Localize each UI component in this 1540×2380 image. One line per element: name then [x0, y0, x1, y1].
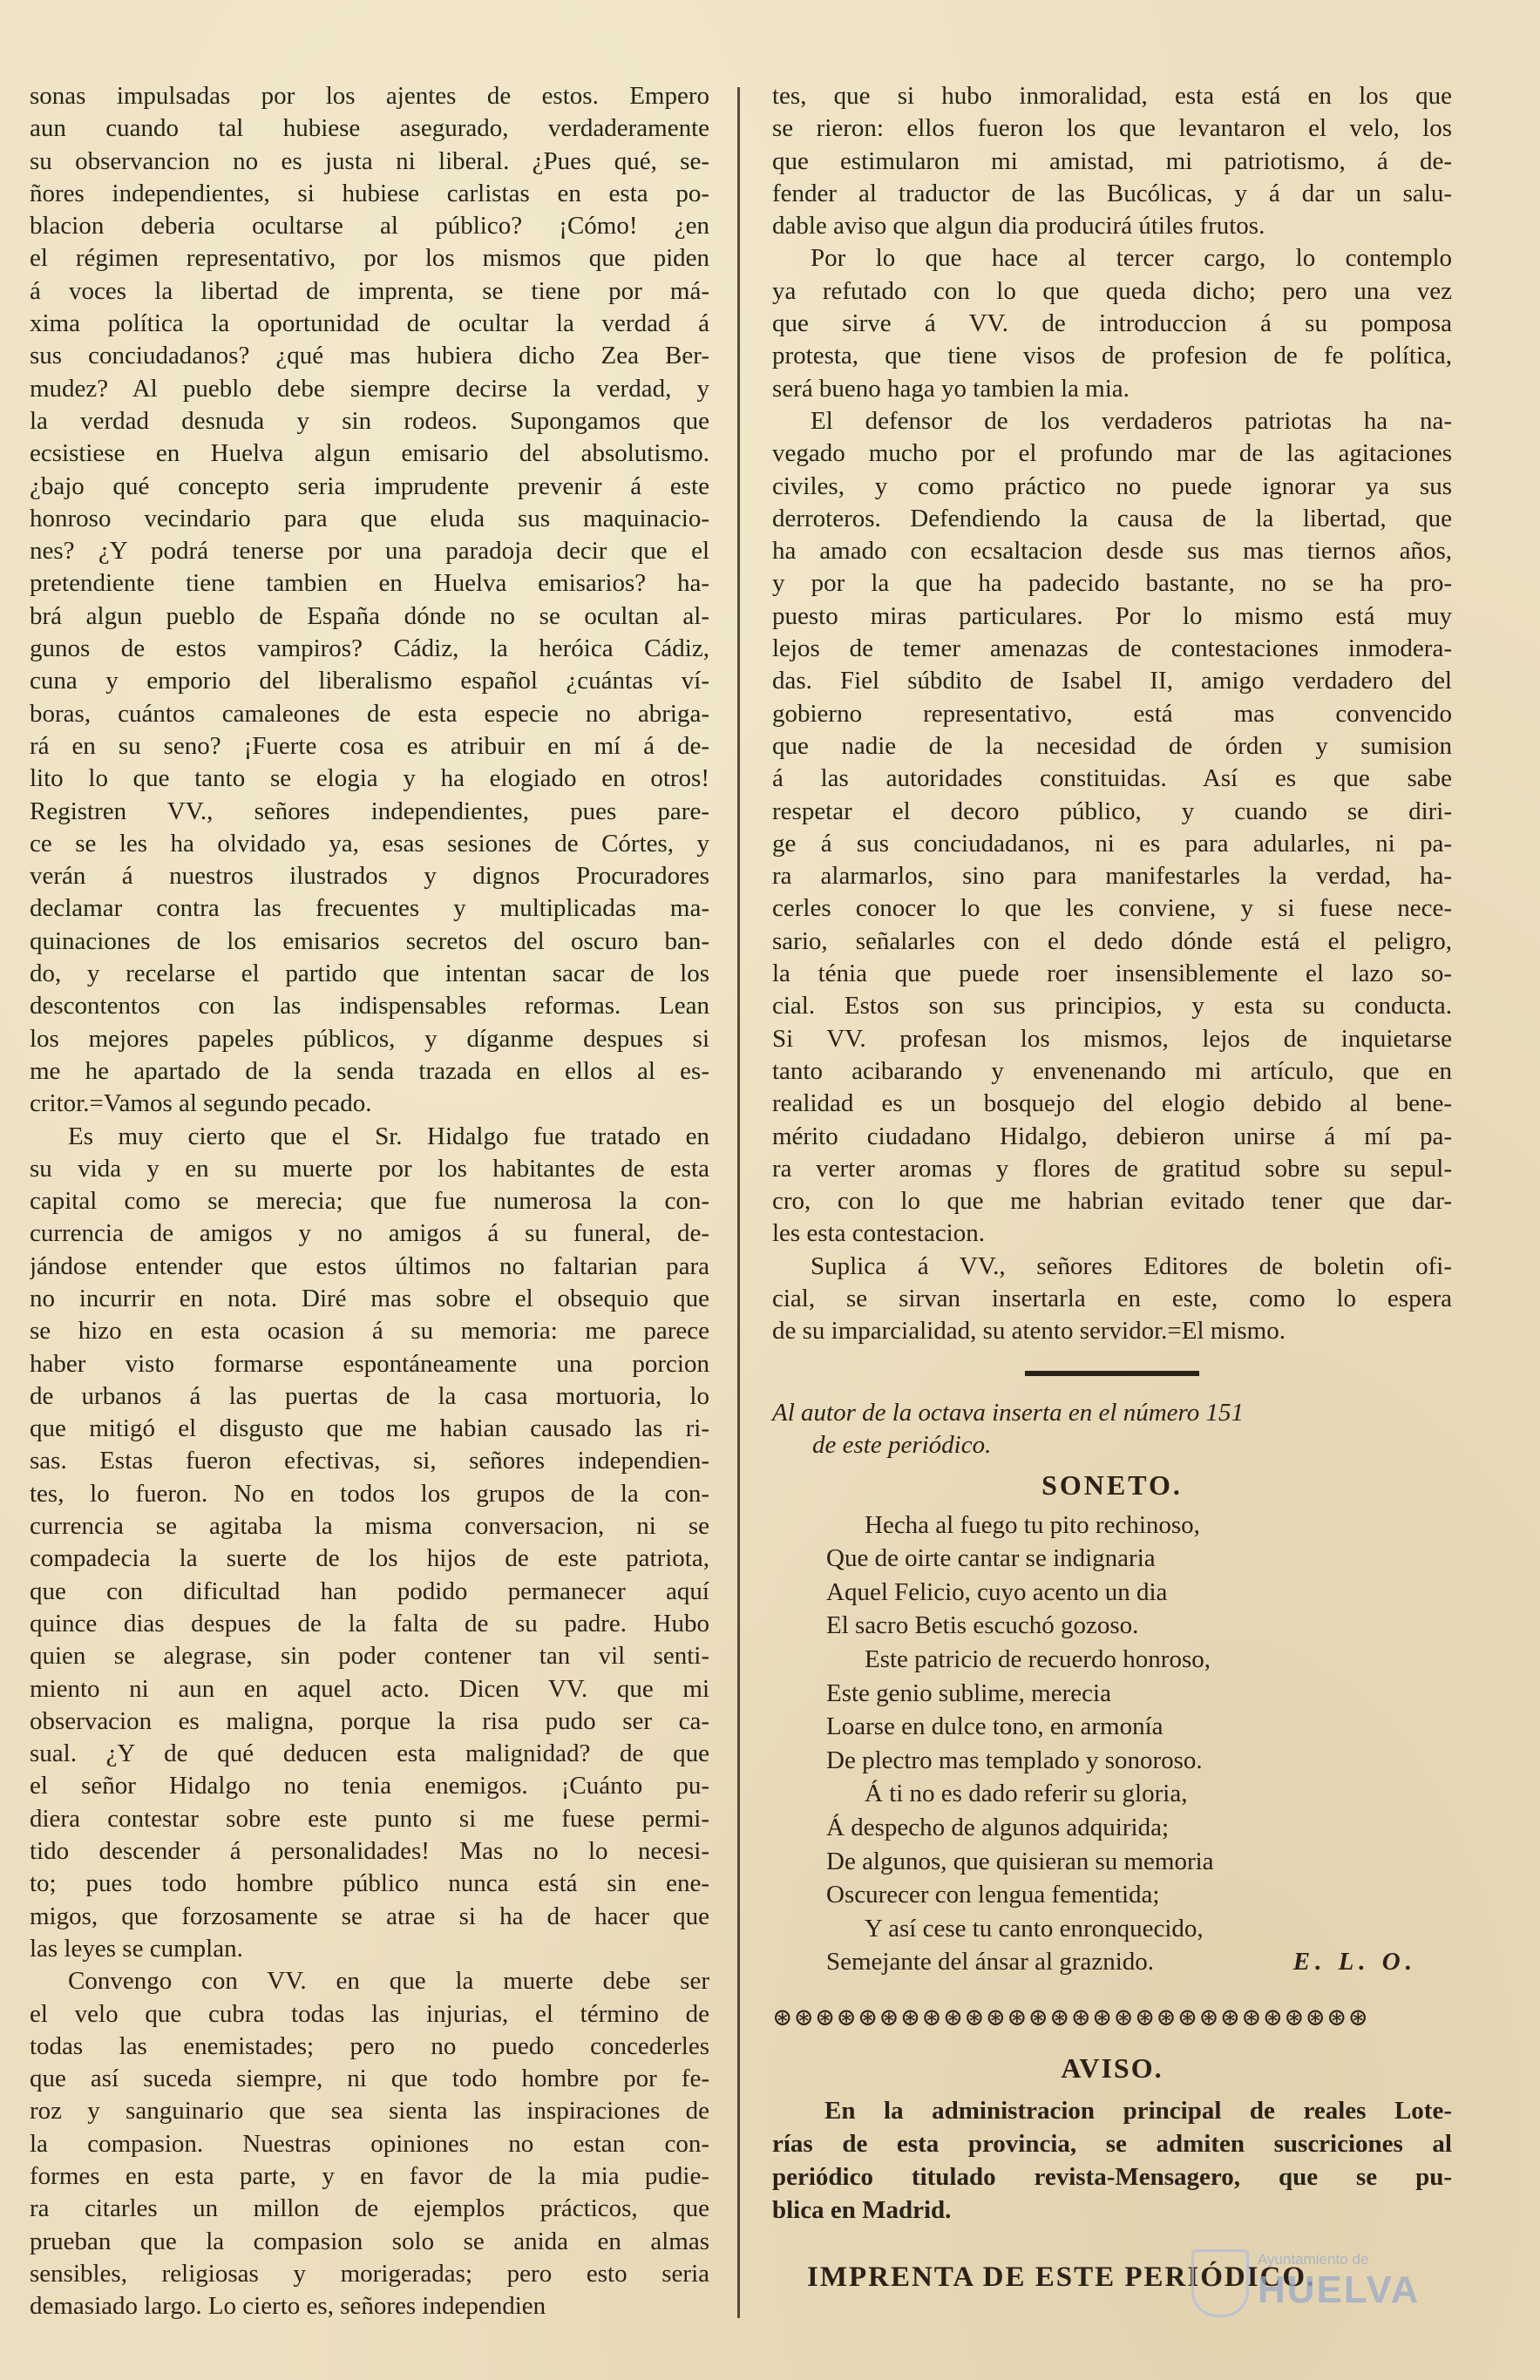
left-line: rá en su seno? ¡Fuerte cosa es atribuir en mí á de- [30, 731, 709, 760]
sonnet-verse [772, 1643, 1452, 1677]
sonnet-verse [772, 1509, 1452, 1543]
left-line: sensibles, religiosas y morigeradas; pero esto seria [30, 2259, 709, 2288]
right-line: mérito ciudadano Hidalgo, debieron unirse á mí pa- [772, 1122, 1452, 1150]
right-line: ge á sus conciudadanos, ni es para adularles, ni pa- [772, 829, 1452, 858]
left-line: observacion es maligna, porque la risa pudo ser ca- [30, 1706, 709, 1735]
watermark-main: HUELVA [1258, 2268, 1421, 2311]
right-line: civiles, y como práctico no puede ignorar ya sus [772, 471, 1452, 500]
left-line: lito lo que tanto se elogia y ha elogiado en otros! [30, 764, 709, 793]
left-line: xima política la oportunidad de ocultar la verdad á [30, 309, 709, 338]
left-line: miento ni aun en aquel acto. Dicen VV. que mi [30, 1674, 709, 1703]
verse-text: Que de oirte cantar se indignaria [826, 1544, 1156, 1573]
verse-text: Aquel Felicio, cuyo acento un dia [826, 1577, 1168, 1606]
sonnet-verse [772, 1945, 1452, 1979]
left-line: se hizo en esta ocasion á su memoria: me parece [30, 1317, 709, 1346]
right-line: vegado mucho por el profundo mar de las agitaciones [772, 439, 1452, 468]
left-line: diera contestar sobre este punto si me fuese permi- [30, 1804, 709, 1833]
right-line: cerles conocer lo que les conviene, y si fuese nece- [772, 894, 1452, 923]
left-line: pretendiente tiene tambien en Huelva emisarios? ha- [30, 569, 709, 598]
left-line: Convengo con VV. en que la muerte debe ser [68, 1967, 709, 1996]
right-line: cial, se sirvan insertarla en este, como lo espera [772, 1284, 1452, 1312]
left-line: el señor Hidalgo no tenia enemigos. ¡Cuánto pu- [30, 1772, 709, 1800]
left-line: roz y sanguinario que sea sienta las inspiraciones de [30, 2097, 709, 2126]
sonnet-signature: E. L. O. [1292, 1948, 1417, 1977]
left-line: sonas impulsadas por los ajentes de estos. Empero [30, 82, 709, 110]
left-line: ¿bajo qué concepto seria imprudente prevenir á este [30, 471, 709, 500]
right-line: dable aviso que algun dia producirá útiles frutos. [772, 212, 1265, 241]
sonnet-verse [772, 1845, 1452, 1879]
left-line: su vida y en su muerte por los habitantes de esta [30, 1154, 709, 1183]
right-column-text [772, 80, 1452, 1348]
right-line: ra verter aromas y flores de gratitud sobre su sepul- [772, 1154, 1452, 1183]
right-line: cro, con lo que me habrian evitado tener que dar- [772, 1187, 1452, 1216]
left-line: blacion deberia ocultarse al público? ¡Cómo! ¿en [30, 212, 709, 241]
right-line: que nadie de la necesidad de órden y sumision [772, 731, 1452, 760]
right-line: realidad es un bosquejo del elogio debido al bene- [772, 1089, 1452, 1118]
left-line: que así suceda siempre, ni que todo hombre por fe- [30, 2065, 709, 2093]
left-line: to; pues todo hombre público nunca está sin ene- [30, 1869, 709, 1898]
left-line: que mitigó el disgusto que me habian causado las ri- [30, 1414, 709, 1443]
right-line: ya refutado con lo que queda dicho; pero una vez [772, 276, 1452, 305]
left-line: cuna y emporio del liberalismo español ¿cuántas ví- [30, 667, 709, 695]
left-line: el velo que cubra todas las injurias, el término de [30, 1999, 709, 2028]
right-line: de su imparcialidad, su atento servidor.=El mismo. [772, 1317, 1286, 1346]
left-line: quince dias despues de la falta de su padre. Hubo [30, 1609, 709, 1638]
left-line: demasiado largo. Lo cierto es, señores independien [30, 2292, 546, 2321]
left-line: descontentos con las indispensables reformas. Lean [30, 992, 709, 1020]
sonnet-title: SONETO. [1041, 1468, 1183, 1501]
right-line: ha amado con ecsaltacion desde sus mas tiernos años, [772, 537, 1452, 566]
verse-text: Oscurecer con lengua fementida; [826, 1881, 1160, 1909]
left-line: compadecia la suerte de los hijos de este patriota, [30, 1544, 709, 1573]
ornament-border: ⊛⊛⊛⊛⊛⊛⊛⊛⊛⊛⊛⊛⊛⊛⊛⊛⊛⊛⊛⊛⊛⊛⊛⊛⊛⊛⊛⊛ [772, 2004, 1369, 2031]
right-line: respetar el decoro público, y cuando se diri- [772, 797, 1452, 825]
left-line: critor.=Vamos al segundo pecado. [30, 1089, 372, 1118]
right-column [772, 80, 1452, 2294]
sonnet-verse [772, 1542, 1452, 1576]
verse-text: Semejante del ánsar al graznido. [826, 1948, 1155, 1977]
right-line: sario, señalarles con el dedo dónde está el peligro, [772, 926, 1452, 955]
right-line: que sirve á VV. de introduccion á su pomposa [772, 309, 1452, 338]
left-line: prueban que la compasion solo se anida en almas [30, 2227, 709, 2255]
left-line: los mejores papeles públicos, y díganme despues si [30, 1024, 709, 1053]
left-line: jándose entender que estos últimos no faltarian para [30, 1251, 709, 1280]
left-line: formes en esta parte, y en favor de la mia pudie- [30, 2162, 709, 2190]
left-line: Registren VV., señores independientes, pues pare- [30, 797, 709, 825]
left-column [30, 80, 709, 2322]
left-line: su observancion no es justa ni liberal. ¿Pues qué, se- [30, 146, 709, 175]
notice-line: En la administracion principal de reales Lote- [824, 2096, 1452, 2125]
right-line: la ténia que puede roer insensiblemente el lazo so- [772, 959, 1452, 988]
left-line: nes? ¿Y podrá tenerse por una paradoja decir que el [30, 537, 709, 566]
verse-text: Y así cese tu canto enronquecido, [865, 1914, 1204, 1943]
crest-icon [1191, 2249, 1249, 2317]
left-line: migos, que forzosamente se atrae si ha de hacer que [30, 1902, 709, 1930]
right-line: será bueno haga yo tambien la mia. [772, 374, 1130, 403]
left-line: currencia de amigos y no amigos á su funeral, de- [30, 1219, 709, 1248]
left-line: haber visto formarse espontáneamente una porcion [30, 1349, 709, 1378]
left-line: ra citarles un millon de ejemplos prácticos, que [30, 2194, 709, 2223]
right-line: gobierno representativo, está mas convencido [772, 699, 1452, 728]
verse-text: Este patricio de recuerdo honroso, [865, 1644, 1211, 1673]
right-line: y por la que ha padecido bastante, no se ha pro- [772, 569, 1452, 598]
verse-text: De algunos, que quisieran su memoria [826, 1847, 1214, 1875]
left-line: me he apartado de la senda trazada en ellos al es- [30, 1056, 709, 1085]
right-line: les esta contestacion. [772, 1219, 985, 1248]
left-line: gunos de estos vampiros? Cádiz, la heróica Cádiz, [30, 634, 709, 663]
left-line: tido descender á personalidades! Mas no lo necesi- [30, 1837, 709, 1866]
notice-title: AVISO. [1061, 2051, 1163, 2084]
right-line: Suplica á VV., señores Editores de boletin ofi- [811, 1251, 1452, 1280]
right-line: Si VV. profesan los mismos, lejos de inquietarse [772, 1024, 1452, 1053]
verse-text: Á ti no es dado referir su gloria, [865, 1780, 1188, 1808]
watermark-top: Ayuntamiento de [1258, 2251, 1369, 2268]
right-line: puesto miras particulares. Por lo mismo está muy [772, 601, 1452, 630]
dedication-line-1: Al autor de la octava inserta en el número 151 [772, 1398, 1244, 1427]
sonnet-verse [772, 1576, 1452, 1610]
sonnet-verse [772, 1777, 1452, 1811]
left-line: que con dificultad han podido permanecer aquí [30, 1576, 709, 1605]
sonnet-verse [772, 1677, 1452, 1711]
left-line: boras, cuántos camaleones de esta especie no abriga- [30, 699, 709, 728]
left-line: ecsistiese en Huelva algun emisario del absolutismo. [30, 439, 709, 468]
left-line: quien se alegrase, sin poder contener tan vil senti- [30, 1642, 709, 1671]
sonnet-verse [772, 1609, 1452, 1643]
left-line: quinaciones de los emisarios secretos del oscuro ban- [30, 926, 709, 955]
left-line: tes, lo fueron. No en todos los grupos de la con- [30, 1479, 709, 1508]
left-line: las leyes se cumplan. [30, 1934, 243, 1963]
right-line: Por lo que hace al tercer cargo, lo contemplo [811, 244, 1452, 273]
notice-line: blica en Madrid. [772, 2195, 952, 2224]
left-line: do, y recelarse el partido que intentan sacar de los [30, 959, 709, 988]
right-line: derroteros. Defendiendo la causa de la libertad, que [772, 504, 1452, 532]
verse-text: El sacro Betis escuchó gozoso. [826, 1611, 1139, 1640]
right-line: fender al traductor de las Bucólicas, y á dar un salu- [772, 179, 1452, 207]
right-line: á las autoridades constituidas. Así es que sabe [772, 764, 1452, 793]
left-line: todas las enemistades; pero no puedo concederles [30, 2031, 709, 2060]
dedication-line-2: de este periódico. [812, 1430, 992, 1459]
right-line: El defensor de los verdaderos patriotas ha na- [811, 406, 1452, 435]
left-line: brá algun pueblo de España dónde no se ocultan al- [30, 601, 709, 630]
left-line: sus conciudadanos? ¿qué mas hubiera dicho Zea Ber- [30, 342, 709, 370]
left-line: verán á nuestros ilustrados y dignos Procuradores [30, 862, 709, 891]
printer-imprint: IMPRENTA DE ESTE PERIÓDICO. [807, 2261, 1316, 2293]
verse-text: Este genio sublime, merecia [826, 1678, 1111, 1707]
left-line: sual. ¿Y de qué deducen esta malignidad? de que [30, 1739, 709, 1768]
verse-text: Hecha al fuego tu pito rechinoso, [865, 1510, 1200, 1539]
right-line: ra alarmarlos, sino para manifestarles la verdad, ha- [772, 862, 1452, 891]
verse-text: Á despecho de algunos adquirida; [826, 1813, 1170, 1841]
right-line: tanto acibarando y envenenando mi artículo, que en [772, 1056, 1452, 1085]
sonnet-verse [772, 1744, 1452, 1778]
left-line: capital como se merecia; que fue numerosa la con- [30, 1187, 709, 1216]
right-line: se rieron: ellos fueron los que levantaron el velo, los [772, 114, 1452, 143]
left-line: de urbanos á las puertas de la casa mortuoria, lo [30, 1381, 709, 1410]
verse-text: Loarse en dulce tono, en armonía [826, 1712, 1163, 1741]
left-line: el régimen representativo, por los mismos que piden [30, 244, 709, 273]
sonnet-verse [772, 1878, 1452, 1912]
section-rule [1025, 1371, 1199, 1376]
right-line: protesta, que tiene visos de profesion de fe política, [772, 342, 1452, 370]
sonnet-verse [772, 1811, 1452, 1845]
left-line: sas. Estas fueron efectivas, si, señores independien- [30, 1447, 709, 1475]
left-line: la verdad desnuda y sin rodeos. Supongamos que [30, 406, 709, 435]
notice-line: periódico titulado revista-Mensagero, que se pu- [772, 2162, 1452, 2191]
right-line: que estimularon mi amistad, mi patriotismo, á de- [772, 146, 1452, 175]
left-line: no incurrir en nota. Diré mas sobre el obsequio que [30, 1284, 709, 1312]
right-line: lejos de temer amenazas de contestaciones inmodera- [772, 634, 1452, 663]
archive-watermark [1191, 2249, 1479, 2319]
left-line: á voces la libertad de imprenta, se tiene por má- [30, 276, 709, 305]
right-line: tes, que si hubo inmoralidad, esta está en los que [772, 82, 1452, 110]
notice-text [772, 2094, 1452, 2227]
notice-line: rías de esta provincia, se admiten suscriciones al [772, 2129, 1452, 2158]
left-line: la compasion. Nuestras opiniones no estan con- [30, 2129, 709, 2158]
left-line: ñores independientes, si hubiese carlistas en esta po- [30, 179, 709, 207]
left-line: mudez? Al pueblo debe siempre decirse la verdad, y [30, 374, 709, 403]
left-line: currencia se agitaba la misma conversacion, ni se [30, 1512, 709, 1541]
sonnet-verse [772, 1710, 1452, 1744]
left-line: aun cuando tal hubiese asegurado, verdaderamente [30, 114, 709, 143]
sonnet-verses [772, 1509, 1452, 1979]
left-line: declamar contra las frecuentes y multiplicadas ma- [30, 894, 709, 923]
sonnet-verse [772, 1912, 1452, 1946]
right-line: cial. Estos son sus principios, y esta su conducta. [772, 992, 1452, 1020]
sonnet-dedication [772, 1397, 1452, 1461]
left-line: ce se les ha olvidado ya, esas sesiones de Córtes, y [30, 829, 709, 858]
verse-text: De plectro mas templado y sonoroso. [826, 1746, 1203, 1774]
left-line: honroso vecindario para que eluda sus maquinacio- [30, 504, 709, 532]
right-line: das. Fiel súbdito de Isabel II, amigo verdadero del [772, 667, 1452, 695]
left-line: Es muy cierto que el Sr. Hidalgo fue tratado en [68, 1122, 709, 1150]
column-divider [737, 87, 740, 2318]
